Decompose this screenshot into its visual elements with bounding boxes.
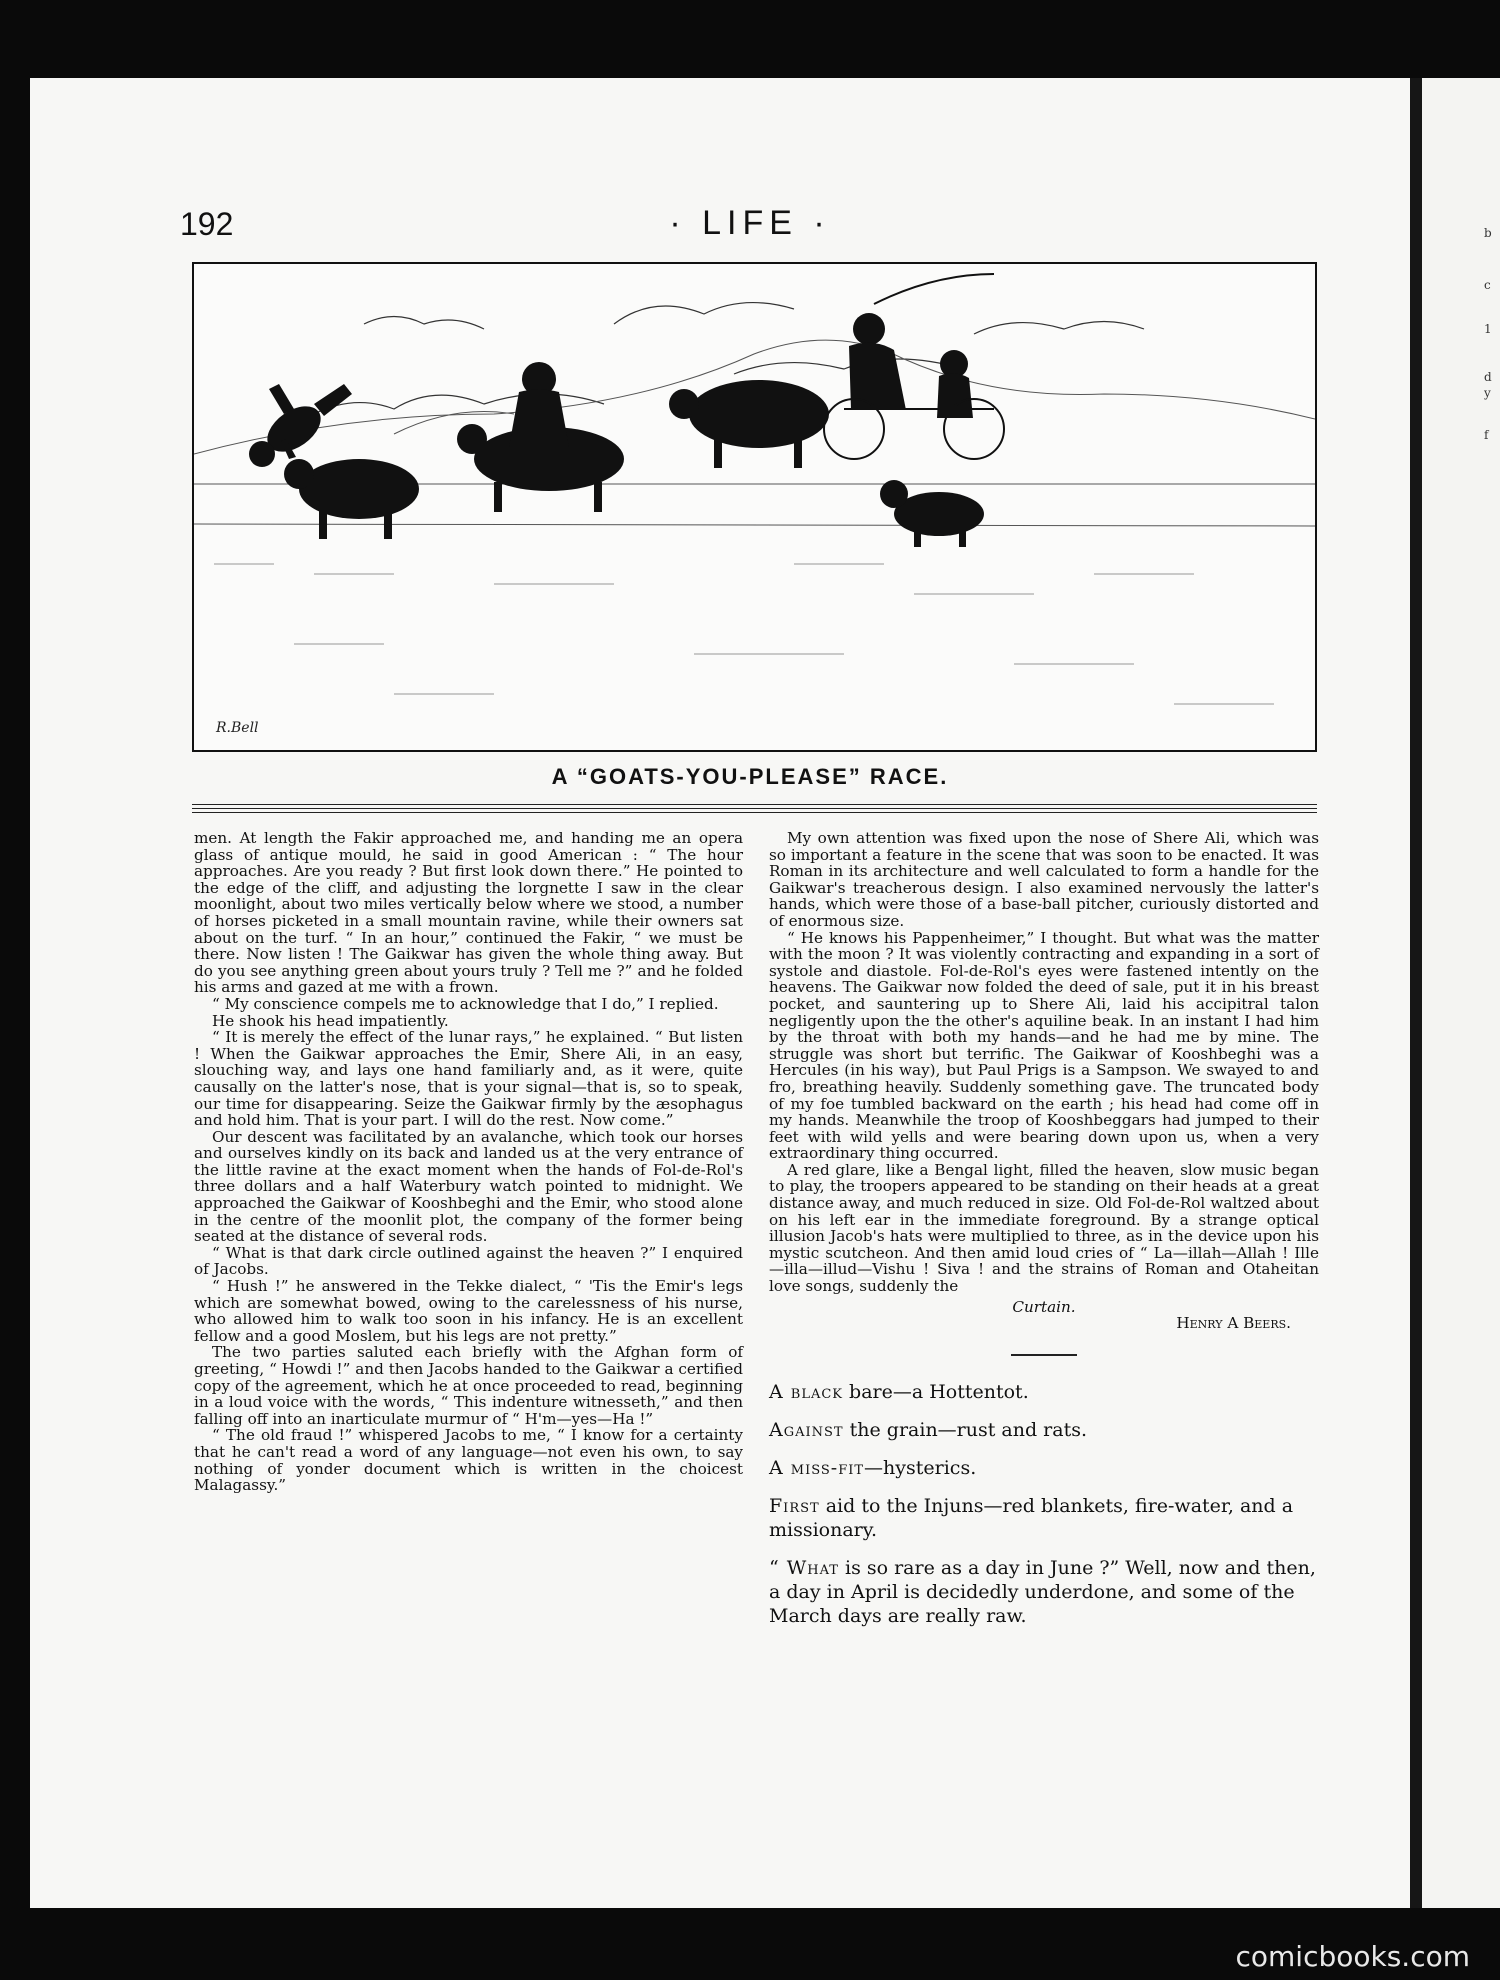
edge-letter: c [1484,278,1491,292]
joke-lead: Against [769,1418,844,1441]
edge-letter: b [1484,226,1492,240]
joke-lead: A miss-fit [769,1456,865,1479]
ground-hatching [214,564,1274,704]
joke-lead: First [769,1494,820,1517]
edge-letter: y [1484,386,1491,400]
edge-letter: d [1484,370,1492,384]
joke-item [769,1556,1319,1628]
paragraph: “ Hush !” he answered in the Tekke dialect, “ 'Tis the Emir's legs which are somewhat bowed, owing to the carelessness of his nurse, who allowed him to walk too soon in his infancy. He is an excellent fellow and a good Moslem, but his legs are not pretty.” [194,1277,743,1345]
cartoon-illustration [192,262,1317,752]
page-number: 192 [180,206,234,242]
divider-rule [192,808,1317,809]
joke-lead: “ What [769,1556,839,1579]
site-watermark: comicbooks.com [1235,1940,1470,1973]
joke-item [769,1494,1319,1542]
silhouettes [249,313,984,547]
cart-goat [669,380,829,468]
curtain-line: Curtain. [1012,1297,1076,1316]
paragraph: men. At length the Fakir approached me, and handing me an opera glass of antique mould, he said in good American : “ The hour approaches. Are you ready ? But first look down there.” He pointed to the edge of the cliff, and adjusting the lorgnette I saw in the clear moonlight, about two miles vertically below where we stood, a number of horses picketed in a small mountain ravine, while their owners sat about on the turf. “ In an hour,” continued the Fakir, “ we must be there. Now listen ! The Gaikwar has given the whole thing away. But do you see anything green about yours truly ? Tell me ?” and he folded his arms and gazed at me with a frown. [194,829,743,997]
paragraph: A red glare, like a Bengal light, filled the heaven, slow music began to play, the troopers appeared to be standing on their heads at a great distance away, and much reduced in size. Old Fol-de-Rol waltzed about on his left ear in the immediate foreground. By a strange optical illusion Jacob's hats were multiplied to three, as in the device upon his mystic scutcheon. And then amid loud cries of “ La—illah—Allah ! Ille—illa—illud—Vishu ! Siva ! and the strains of Roman and Otaheitan love songs, suddenly the [769,1160,1319,1296]
running-dog [880,480,984,547]
divider-rule [192,812,1317,813]
short-divider [1011,1354,1077,1356]
joke-text: —hysterics. [864,1456,977,1479]
joke-text: bare—a Hottentot. [843,1380,1029,1403]
joke-text: aid to the Injuns—red blankets, fire-water, and a missionary. [769,1494,1294,1541]
paragraph: Our descent was facilitated by an avalanche, which took our horses and ourselves kindly on its back and landed us at the very entrance of the little ravine at the exact moment when the hands of Fol-de-Rol's three dollars and a half Waterbury watch pointed to midnight. We approached the Gaikwar of Kooshbeghi and the Emir, who stood alone in the centre of the moonlit plot, the company of the former being seated at the distance of several rods. [194,1127,743,1246]
joke-item [769,1418,1319,1442]
paragraph: “ My conscience compels me to acknowledge that I do,” I replied. [212,994,719,1013]
edge-letter: f [1484,428,1489,442]
author-signature: Henry A Beers. [1176,1314,1291,1333]
paragraph: “ He knows his Pappenheimer,” I thought. But what was the matter with the moon ? It was violently contracting and expanding in a sort of systole and diastole. Fol-de-Rol's eyes were fastened intently on the heavens. The Gaikwar now folded the deed of sale, put it in his breast pocket, and sauntering up to Shere Ali, laid his accipitral talon negligently upon the the other's aquiline beak. In an instant I had him by the throat with both my hands—and he had me by mine. The struggle was short but terrific. The Gaikwar of Kooshbeghi was a Hercules (in his way), but Paul Prigs is a Sampson. We swayed to and fro, breathing heavily. Suddenly something gave. The truncated body of my foe tumbled backward on the earth ; his head had come off in my hands. Meanwhile the troop of Kooshbeggars had jumped to their feet with wild yells and were bearing down upon us, when a very extraordinary thing occurred. [769,928,1319,1163]
second-goat-rider [457,362,624,512]
joke-item [769,1456,1319,1480]
paragraph: “ What is that dark circle outlined against the heaven ?” I enquired of Jacobs. [194,1243,743,1279]
joke-list [769,1380,1319,1628]
joke-lead: A black [769,1380,843,1403]
paragraph: He shook his head impatiently. [212,1011,449,1030]
paragraph: “ The old fraud !” whispered Jacobs to me, “ I know for a certainty that he can't read a word of any language—not even his own, to say nothing of yonder document which is written in the choicest Malagassy.” [194,1426,743,1495]
illustration-caption: A “GOATS-YOU-PLEASE” RACE. [551,764,949,789]
divider-rule [192,804,1317,805]
joke-text: the grain—rust and rats. [843,1418,1088,1441]
article-column-left [194,830,743,1494]
goat-race-drawing [194,264,1315,750]
article-column-right [769,830,1319,1642]
masthead: · LIFE · [669,204,831,242]
next-page-edge [1422,78,1500,1908]
paragraph: My own attention was fixed upon the nose of Shere Ali, which was so important a feature in the scene that was soon to be enacted. It was Roman in its architecture and well calculated to form a handle for the Gaikwar's treacherous design. I also examined nervously the latter's hands, which were those of a base-ball pitcher, curiously distorted and of enormous size. [769,829,1319,930]
edge-letter: 1 [1484,322,1492,336]
artist-signature: R.Bell [216,720,259,736]
paragraph: The two parties saluted each briefly with the Afghan form of greeting, “ Howdi !” and then Jacobs handed to the Gaikwar a certified copy of the agreement, which he at once proceeded to read, beginning in a loud voice with the words, “ This indenture witnesseth,” and then falling off into an inarticulate murmur of “ H'm—yes—Ha !” [194,1343,743,1428]
paragraph: “ It is merely the effect of the lunar rays,” he explained. “ But listen ! When the Gaikwar approaches the Emir, Shere Ali, in an easy, slouching way, and lays one hand familiarly and, as it were, quite causally on the latter's nose, that is your signal—that is, so to speak, our time for disappearing. Seize the Gaikwar firmly by the æsophagus and hold him. That is your part. I will do the rest. Now come.” [194,1028,743,1130]
page-fold [1410,78,1422,1908]
joke-item [769,1380,1319,1404]
joke-text: is so rare as a day in June ?” Well, now and then, a day in April is decidedly underdone, and some of the March days are really raw. [769,1556,1316,1627]
